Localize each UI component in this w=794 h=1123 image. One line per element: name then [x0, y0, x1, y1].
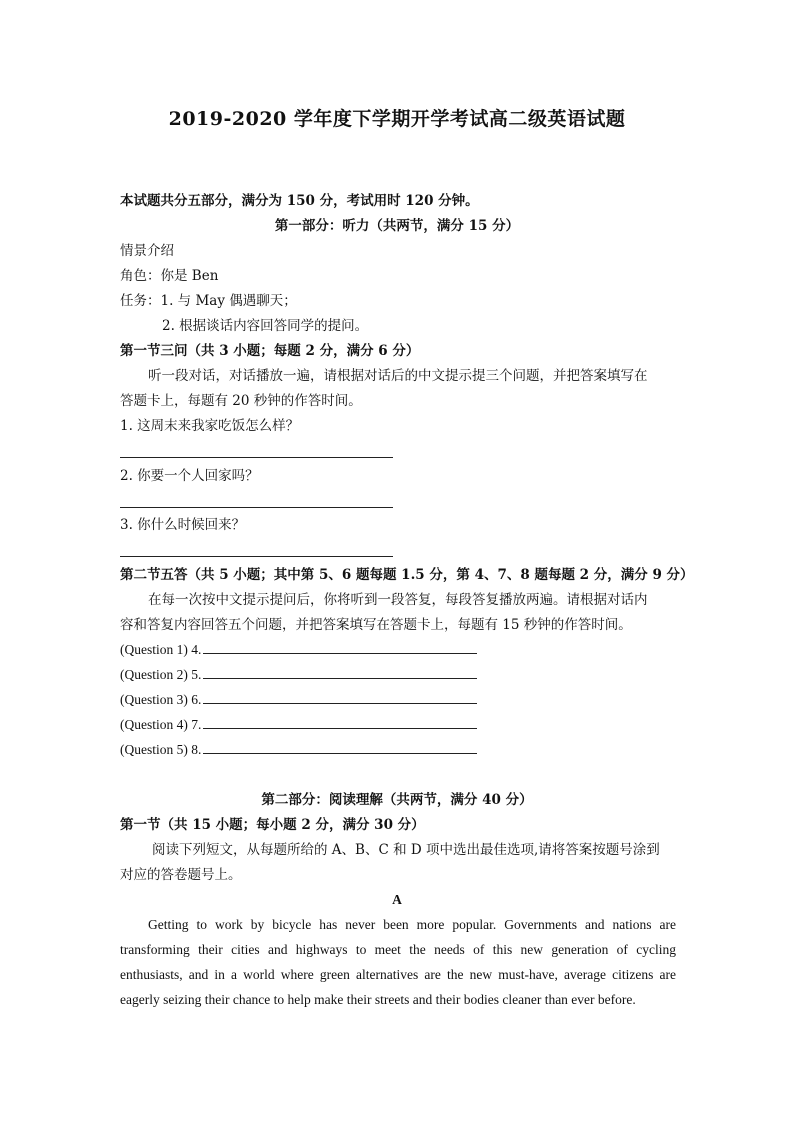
part2-heading: 第二部分：阅读理解（共两节，满分 40 分） [261, 792, 533, 808]
exam-title: 2019-2020 学年度下学期开学考试高二级英语试题 [168, 108, 626, 130]
question-1: 1. 这周末来我家吃饭怎么样？ [120, 418, 300, 434]
question-3: 3. 你什么时候回来？ [120, 517, 246, 533]
exam-intro: 本试题共分五部分，满分为 150 分，考试用时 120 分钟。 [120, 193, 479, 209]
part1-heading: 第一部分：听力（共两节，满分 15 分） [274, 218, 520, 234]
answer-blank-4[interactable] [203, 716, 477, 729]
answer-label-4: (Question 4) 7. [120, 717, 202, 732]
answer-row-1 [120, 641, 477, 659]
passage-label: A [392, 892, 402, 907]
passage-line-2: transforming their cities and highways to meet the needs of this new generation of cycling [120, 942, 676, 957]
passage-a [120, 912, 676, 1012]
task-line-2: 2. 根据谈话内容回答同学的提问。 [162, 318, 369, 334]
answer-blank-2[interactable] [203, 666, 477, 679]
section1-instruction-1: 听一段对话，对话播放一遍，请根据对话后的中文提示提三个问题，并把答案填写在 [148, 368, 648, 384]
answer-label-5: (Question 5) 8. [120, 742, 202, 757]
role-line: 角色：你是 Ben [120, 268, 219, 284]
answer-blank-1[interactable] [203, 641, 477, 654]
part2-instruction-1: 阅读下列短文，从每题所给的 A、B、C 和 D 项中选出最佳选项,请将答案按题号涂到 [152, 842, 660, 858]
answer-label-1: (Question 1) 4. [120, 642, 202, 657]
passage-line-1: Getting to work by bicycle has never been more popular. Governments and nations are [148, 917, 676, 932]
answer-line-3[interactable] [120, 556, 393, 557]
answer-blank-5[interactable] [203, 741, 477, 754]
answer-row-4 [120, 716, 477, 734]
answer-row-5 [120, 741, 477, 759]
answer-line-2[interactable] [120, 507, 393, 508]
answer-blank-3[interactable] [203, 691, 477, 704]
section2-heading: 第二节五答（共 5 小题；其中第 5、6 题每题 1.5 分，第 4、7、8 题每题 2 分，满分 9 分） [120, 567, 694, 583]
task-line-1: 任务：1. 与 May 偶遇聊天； [120, 293, 297, 309]
part2-section1-heading: 第一节（共 15 小题；每小题 2 分，满分 30 分） [120, 817, 425, 833]
section1-instruction-2: 答题卡上，每题有 20 秒钟的作答时间。 [120, 393, 362, 409]
passage-line-4: eagerly seizing their chance to help make their streets and their bodies cleaner than ever before. [120, 992, 636, 1007]
question-2: 2. 你要一个人回家吗？ [120, 468, 259, 484]
section2-instruction-2: 容和答复内容回答五个问题，并把答案填写在答题卡上，每题有 15 秒钟的作答时间。 [120, 617, 632, 633]
answer-row-3 [120, 691, 477, 709]
answer-line-1[interactable] [120, 457, 393, 458]
part2-instruction-2: 对应的答卷题号上。 [120, 867, 242, 883]
answer-label-2: (Question 2) 5. [120, 667, 202, 682]
section1-heading: 第一节三问（共 3 小题；每题 2 分，满分 6 分） [120, 343, 420, 359]
answer-row-2 [120, 666, 477, 684]
passage-line-3: enthusiasts, and in a world where green alternatives are the new must-have, average citizens are [120, 967, 676, 982]
section2-instruction-1: 在每一次按中文提示提问后，你将听到一段答复，每段答复播放两遍。请根据对话内 [148, 592, 648, 608]
scenario-label: 情景介绍 [120, 243, 174, 259]
answer-label-3: (Question 3) 6. [120, 692, 202, 707]
